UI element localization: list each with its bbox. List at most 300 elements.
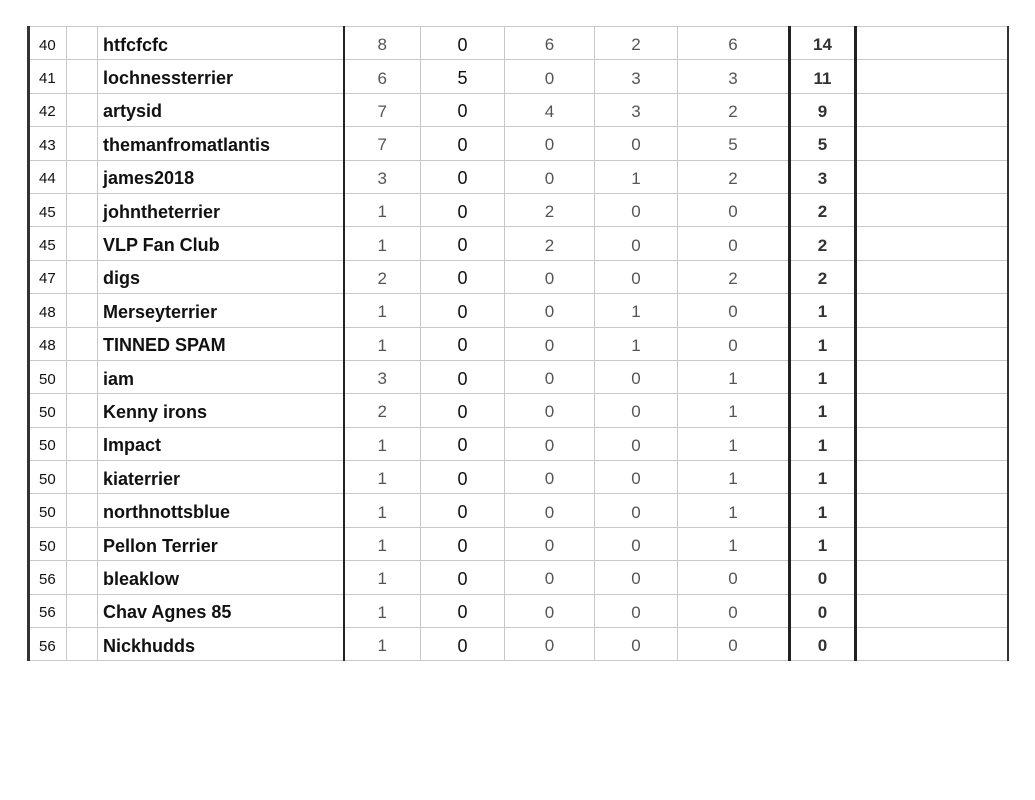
score-value-4: 1 xyxy=(631,168,641,188)
score-value-5: 1 xyxy=(728,369,738,389)
empty-cell xyxy=(856,127,1008,160)
score-value-2: 0 xyxy=(457,502,468,523)
score-value-4: 0 xyxy=(631,469,641,489)
score-cell-4 xyxy=(595,527,678,560)
score-value-1: 1 xyxy=(377,536,387,556)
player-name: kiaterrier xyxy=(103,468,181,489)
table-row xyxy=(29,193,1008,226)
score-value-2: 0 xyxy=(457,168,468,189)
score-cell-3 xyxy=(505,60,595,93)
score-cell-3 xyxy=(505,494,595,527)
total-value: 1 xyxy=(817,402,828,422)
player-name: digs xyxy=(103,268,141,289)
score-cell-1 xyxy=(344,360,421,393)
total-cell xyxy=(790,494,856,527)
total-cell xyxy=(790,594,856,627)
score-cell-5 xyxy=(678,160,790,193)
player-name: themanfromatlantis xyxy=(103,134,271,155)
score-cell-3 xyxy=(505,628,595,661)
score-cell-1 xyxy=(344,527,421,560)
score-value-3: 0 xyxy=(544,569,555,589)
position-value: 40 xyxy=(39,36,56,54)
score-value-2: 0 xyxy=(457,535,468,556)
score-cell-3 xyxy=(505,93,595,126)
score-value-3: 2 xyxy=(544,235,555,255)
score-cell-2 xyxy=(421,628,505,661)
position-cell xyxy=(29,27,67,60)
blank-cell xyxy=(67,294,98,327)
score-cell-4 xyxy=(595,27,678,60)
position-value: 44 xyxy=(39,170,56,188)
score-cell-1 xyxy=(344,160,421,193)
total-value: 0 xyxy=(817,569,828,589)
score-cell-3 xyxy=(505,227,595,260)
score-cell-3 xyxy=(505,193,595,226)
score-value-4: 0 xyxy=(631,636,641,656)
blank-cell xyxy=(67,527,98,560)
score-value-5: 1 xyxy=(728,402,738,422)
position-cell xyxy=(29,494,67,527)
score-cell-3 xyxy=(505,160,595,193)
score-value-1: 7 xyxy=(377,101,387,121)
score-value-3: 0 xyxy=(544,469,555,489)
position-value: 47 xyxy=(39,270,56,288)
table-row xyxy=(29,360,1008,393)
blank-cell xyxy=(67,60,98,93)
score-cell-3 xyxy=(505,561,595,594)
score-value-4: 0 xyxy=(631,202,641,222)
score-value-2: 0 xyxy=(457,201,468,222)
score-value-5: 2 xyxy=(728,268,738,288)
score-cell-3 xyxy=(505,127,595,160)
player-name-cell xyxy=(98,628,344,661)
position-value: 45 xyxy=(39,203,56,221)
score-value-3: 0 xyxy=(544,636,555,656)
score-cell-1 xyxy=(344,27,421,60)
score-cell-3 xyxy=(505,394,595,427)
empty-cell xyxy=(856,394,1008,427)
player-name-cell xyxy=(98,561,344,594)
player-name-cell xyxy=(98,527,344,560)
blank-cell xyxy=(67,27,98,60)
score-value-5: 2 xyxy=(728,168,738,188)
score-value-2: 0 xyxy=(457,134,468,155)
score-value-3: 0 xyxy=(544,135,555,155)
score-cell-5 xyxy=(678,594,790,627)
score-value-5: 1 xyxy=(728,502,738,522)
score-cell-5 xyxy=(678,461,790,494)
player-name: Pellon Terrier xyxy=(103,535,218,556)
position-value: 56 xyxy=(39,604,56,622)
score-value-4: 0 xyxy=(631,435,641,455)
player-name: artysid xyxy=(103,101,163,122)
total-cell xyxy=(790,360,856,393)
score-value-4: 0 xyxy=(631,502,641,522)
score-cell-5 xyxy=(678,93,790,126)
score-value-5: 0 xyxy=(728,636,738,656)
empty-cell xyxy=(856,461,1008,494)
total-value: 1 xyxy=(817,536,828,556)
empty-cell xyxy=(856,594,1008,627)
empty-cell xyxy=(856,294,1008,327)
position-cell xyxy=(29,327,67,360)
table-row xyxy=(29,260,1008,293)
player-name-cell xyxy=(98,360,344,393)
score-value-3: 0 xyxy=(544,536,555,556)
blank-cell xyxy=(67,260,98,293)
table-row xyxy=(29,594,1008,627)
score-cell-5 xyxy=(678,260,790,293)
score-value-3: 0 xyxy=(544,602,555,622)
total-value: 14 xyxy=(813,35,832,55)
score-value-5: 0 xyxy=(728,235,738,255)
score-cell-3 xyxy=(505,427,595,460)
position-cell xyxy=(29,93,67,126)
score-value-4: 0 xyxy=(631,402,641,422)
player-name: bleaklow xyxy=(103,568,180,589)
score-cell-5 xyxy=(678,561,790,594)
score-cell-1 xyxy=(344,394,421,427)
player-name-cell xyxy=(98,93,344,126)
empty-cell xyxy=(856,60,1008,93)
player-name-cell xyxy=(98,427,344,460)
score-cell-1 xyxy=(344,294,421,327)
empty-cell xyxy=(856,561,1008,594)
player-name: htfcfcfc xyxy=(103,34,169,55)
score-value-2: 0 xyxy=(457,468,468,489)
score-value-2: 0 xyxy=(457,602,468,623)
position-value: 50 xyxy=(39,470,56,488)
table-row xyxy=(29,27,1008,60)
score-cell-4 xyxy=(595,193,678,226)
score-cell-4 xyxy=(595,561,678,594)
total-cell xyxy=(790,628,856,661)
score-cell-2 xyxy=(421,294,505,327)
score-value-3: 2 xyxy=(544,202,555,222)
total-cell xyxy=(790,394,856,427)
position-cell xyxy=(29,394,67,427)
score-value-4: 0 xyxy=(631,602,641,622)
score-value-3: 6 xyxy=(544,35,555,55)
score-value-5: 0 xyxy=(728,335,738,355)
score-cell-2 xyxy=(421,494,505,527)
table-row xyxy=(29,394,1008,427)
score-value-2: 0 xyxy=(457,335,468,356)
score-value-3: 0 xyxy=(544,268,555,288)
score-value-4: 0 xyxy=(631,569,641,589)
total-cell xyxy=(790,227,856,260)
score-value-5: 0 xyxy=(728,302,738,322)
total-cell xyxy=(790,27,856,60)
score-value-4: 0 xyxy=(631,135,641,155)
position-value: 50 xyxy=(39,403,56,421)
player-name: lochnessterrier xyxy=(103,68,234,89)
empty-cell xyxy=(856,327,1008,360)
total-value: 2 xyxy=(817,268,828,288)
score-cell-2 xyxy=(421,561,505,594)
position-value: 43 xyxy=(39,136,56,154)
score-cell-2 xyxy=(421,60,505,93)
score-cell-1 xyxy=(344,461,421,494)
score-cell-1 xyxy=(344,561,421,594)
score-value-3: 0 xyxy=(544,302,555,322)
position-cell xyxy=(29,360,67,393)
position-cell xyxy=(29,260,67,293)
score-value-3: 0 xyxy=(544,168,555,188)
total-cell xyxy=(790,427,856,460)
table-row xyxy=(29,628,1008,661)
table-row xyxy=(29,427,1008,460)
score-cell-4 xyxy=(595,260,678,293)
position-value: 50 xyxy=(39,504,56,522)
blank-cell xyxy=(67,360,98,393)
player-name-cell xyxy=(98,394,344,427)
total-cell xyxy=(790,461,856,494)
player-name-cell xyxy=(98,27,344,60)
score-cell-5 xyxy=(678,527,790,560)
score-value-2: 0 xyxy=(457,368,468,389)
score-value-5: 1 xyxy=(728,536,738,556)
position-cell xyxy=(29,160,67,193)
total-value: 3 xyxy=(817,168,828,188)
blank-cell xyxy=(67,461,98,494)
score-cell-2 xyxy=(421,160,505,193)
score-value-5: 3 xyxy=(728,68,738,88)
blank-cell xyxy=(67,193,98,226)
table-row xyxy=(29,93,1008,126)
score-value-2: 0 xyxy=(457,235,468,256)
position-cell xyxy=(29,628,67,661)
table-row xyxy=(29,127,1008,160)
score-cell-3 xyxy=(505,527,595,560)
score-value-4: 0 xyxy=(631,268,641,288)
empty-cell xyxy=(856,93,1008,126)
score-cell-2 xyxy=(421,27,505,60)
player-name: Nickhudds xyxy=(103,635,196,656)
empty-cell xyxy=(856,193,1008,226)
score-value-1: 2 xyxy=(377,268,387,288)
league-table xyxy=(27,26,1009,661)
total-cell xyxy=(790,93,856,126)
score-cell-3 xyxy=(505,327,595,360)
score-cell-4 xyxy=(595,427,678,460)
total-cell xyxy=(790,561,856,594)
score-cell-5 xyxy=(678,127,790,160)
score-value-1: 1 xyxy=(377,302,387,322)
score-cell-4 xyxy=(595,494,678,527)
score-cell-5 xyxy=(678,327,790,360)
score-cell-5 xyxy=(678,27,790,60)
total-value: 2 xyxy=(817,235,828,255)
position-cell xyxy=(29,527,67,560)
score-cell-1 xyxy=(344,594,421,627)
player-name-cell xyxy=(98,461,344,494)
score-value-5: 0 xyxy=(728,202,738,222)
score-value-1: 6 xyxy=(377,68,387,88)
player-name: Chav Agnes 85 xyxy=(103,602,232,623)
score-value-3: 0 xyxy=(544,68,555,88)
score-cell-4 xyxy=(595,628,678,661)
score-value-1: 1 xyxy=(377,202,387,222)
position-cell xyxy=(29,561,67,594)
score-cell-3 xyxy=(505,294,595,327)
score-cell-4 xyxy=(595,160,678,193)
score-cell-2 xyxy=(421,360,505,393)
blank-cell xyxy=(67,227,98,260)
score-value-2: 0 xyxy=(457,268,468,289)
score-value-1: 1 xyxy=(377,502,387,522)
position-value: 42 xyxy=(39,103,56,121)
score-value-3: 0 xyxy=(544,502,555,522)
score-value-1: 3 xyxy=(377,369,387,389)
score-cell-2 xyxy=(421,127,505,160)
score-value-1: 8 xyxy=(377,35,387,55)
position-value: 48 xyxy=(39,337,56,355)
score-cell-5 xyxy=(678,427,790,460)
score-value-5: 0 xyxy=(728,569,738,589)
score-cell-2 xyxy=(421,260,505,293)
empty-cell xyxy=(856,360,1008,393)
score-cell-1 xyxy=(344,427,421,460)
score-value-5: 2 xyxy=(728,101,738,121)
player-name-cell xyxy=(98,193,344,226)
player-name: TINNED SPAM xyxy=(103,335,226,356)
blank-cell xyxy=(67,327,98,360)
score-value-2: 5 xyxy=(457,68,468,89)
league-table-container xyxy=(27,26,1009,661)
position-value: 48 xyxy=(39,303,56,321)
score-cell-5 xyxy=(678,394,790,427)
position-cell xyxy=(29,294,67,327)
score-value-4: 0 xyxy=(631,369,641,389)
score-cell-4 xyxy=(595,327,678,360)
score-cell-2 xyxy=(421,427,505,460)
position-value: 56 xyxy=(39,637,56,655)
score-value-1: 1 xyxy=(377,435,387,455)
score-cell-2 xyxy=(421,594,505,627)
total-value: 1 xyxy=(817,335,828,355)
empty-cell xyxy=(856,260,1008,293)
total-cell xyxy=(790,294,856,327)
player-name-cell xyxy=(98,494,344,527)
empty-cell xyxy=(856,227,1008,260)
score-value-1: 1 xyxy=(377,469,387,489)
score-value-1: 7 xyxy=(377,135,387,155)
score-cell-1 xyxy=(344,93,421,126)
score-cell-1 xyxy=(344,227,421,260)
score-cell-2 xyxy=(421,93,505,126)
score-value-1: 2 xyxy=(377,402,387,422)
total-cell xyxy=(790,60,856,93)
score-value-5: 1 xyxy=(728,469,738,489)
blank-cell xyxy=(67,628,98,661)
score-value-3: 0 xyxy=(544,369,555,389)
score-cell-5 xyxy=(678,294,790,327)
position-value: 56 xyxy=(39,570,56,588)
total-cell xyxy=(790,327,856,360)
score-value-5: 5 xyxy=(728,135,738,155)
blank-cell xyxy=(67,93,98,126)
empty-cell xyxy=(856,628,1008,661)
score-cell-2 xyxy=(421,527,505,560)
score-cell-5 xyxy=(678,193,790,226)
score-value-2: 0 xyxy=(457,435,468,456)
player-name-cell xyxy=(98,60,344,93)
total-cell xyxy=(790,527,856,560)
player-name: johntheterrier xyxy=(103,201,221,222)
total-value: 2 xyxy=(817,202,828,222)
score-value-4: 1 xyxy=(631,302,641,322)
score-value-1: 1 xyxy=(377,636,387,656)
table-row xyxy=(29,227,1008,260)
score-cell-4 xyxy=(595,93,678,126)
total-cell xyxy=(790,193,856,226)
score-cell-4 xyxy=(595,127,678,160)
score-value-5: 0 xyxy=(728,602,738,622)
player-name-cell xyxy=(98,260,344,293)
score-cell-4 xyxy=(595,394,678,427)
empty-cell xyxy=(856,527,1008,560)
score-cell-2 xyxy=(421,461,505,494)
score-value-3: 0 xyxy=(544,435,555,455)
league-table-body xyxy=(29,27,1008,661)
position-cell xyxy=(29,60,67,93)
score-value-4: 2 xyxy=(631,35,641,55)
score-value-3: 0 xyxy=(544,335,555,355)
score-cell-1 xyxy=(344,260,421,293)
score-value-2: 0 xyxy=(457,568,468,589)
score-value-2: 0 xyxy=(457,34,468,55)
empty-cell xyxy=(856,427,1008,460)
empty-cell xyxy=(856,27,1008,60)
score-cell-5 xyxy=(678,628,790,661)
player-name-cell xyxy=(98,227,344,260)
position-cell xyxy=(29,594,67,627)
score-cell-2 xyxy=(421,394,505,427)
blank-cell xyxy=(67,494,98,527)
player-name: james2018 xyxy=(103,168,195,189)
score-cell-1 xyxy=(344,127,421,160)
total-value: 0 xyxy=(817,602,828,622)
total-cell xyxy=(790,160,856,193)
blank-cell xyxy=(67,127,98,160)
player-name: VLP Fan Club xyxy=(103,235,220,256)
position-value: 50 xyxy=(39,437,56,455)
position-value: 45 xyxy=(39,237,56,255)
score-cell-4 xyxy=(595,461,678,494)
position-value: 50 xyxy=(39,537,56,555)
table-row xyxy=(29,60,1008,93)
table-row xyxy=(29,494,1008,527)
score-value-4: 3 xyxy=(631,101,641,121)
score-cell-1 xyxy=(344,60,421,93)
table-row xyxy=(29,461,1008,494)
score-cell-4 xyxy=(595,294,678,327)
total-value: 1 xyxy=(817,302,828,322)
score-cell-2 xyxy=(421,193,505,226)
score-value-2: 0 xyxy=(457,301,468,322)
score-cell-3 xyxy=(505,27,595,60)
total-value: 1 xyxy=(817,502,828,522)
table-row xyxy=(29,160,1008,193)
score-value-4: 0 xyxy=(631,536,641,556)
player-name: Kenny irons xyxy=(103,401,208,422)
empty-cell xyxy=(856,494,1008,527)
score-cell-3 xyxy=(505,260,595,293)
score-value-3: 4 xyxy=(544,101,555,121)
score-cell-5 xyxy=(678,60,790,93)
position-cell xyxy=(29,461,67,494)
